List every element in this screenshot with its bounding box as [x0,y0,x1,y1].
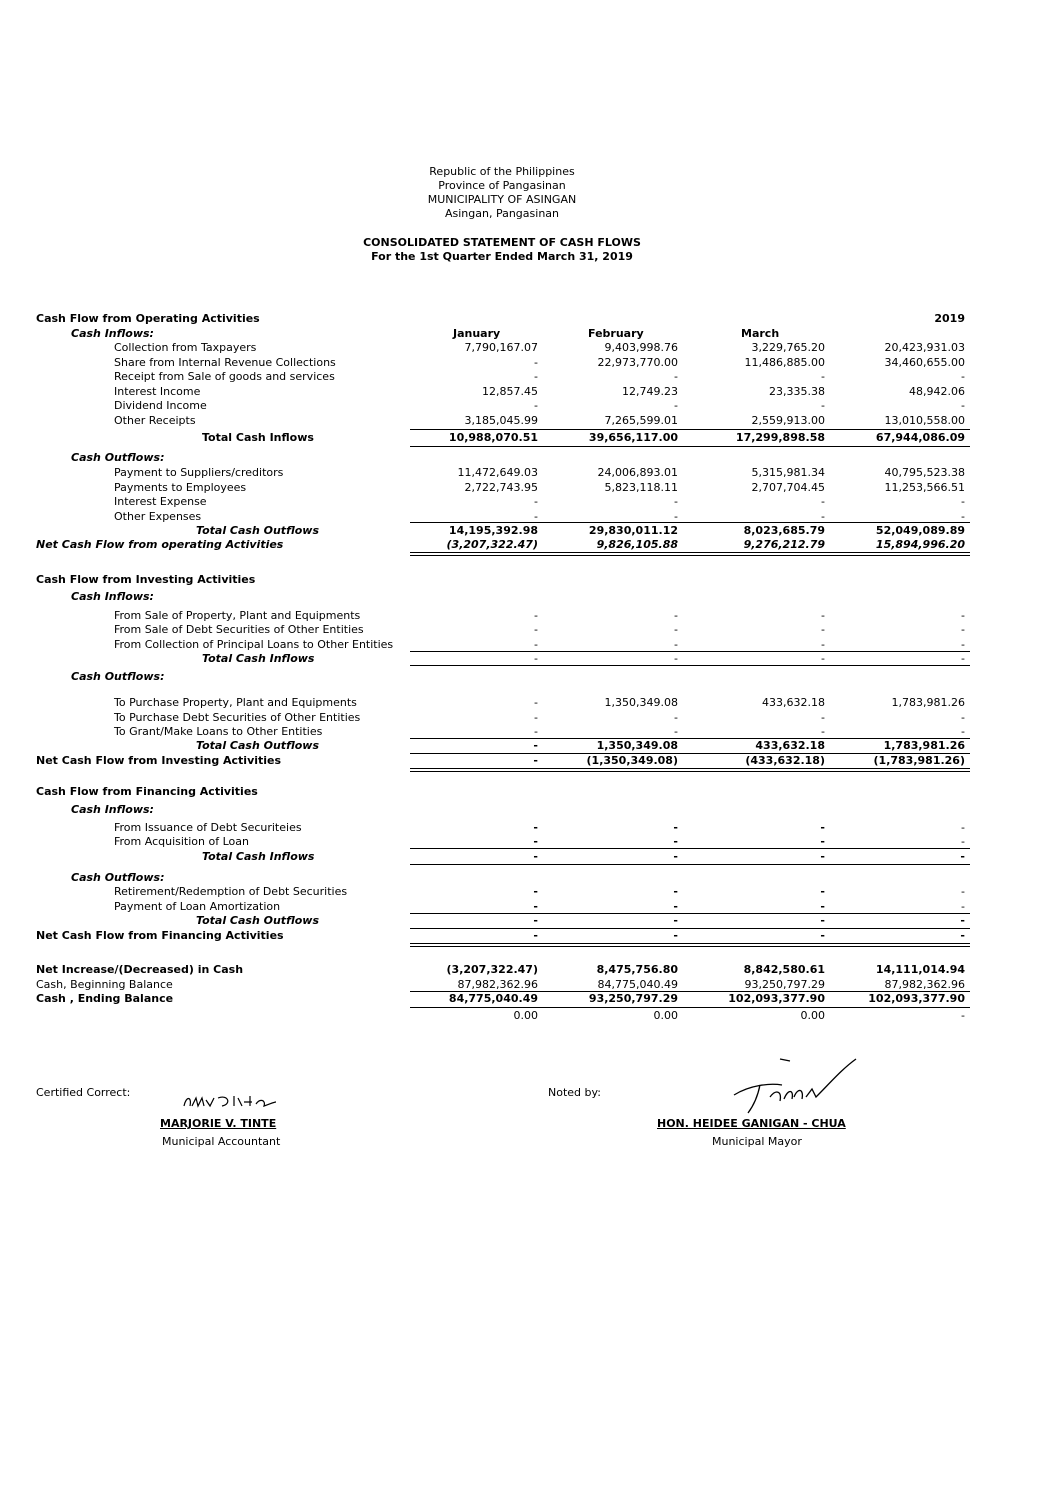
value-total: 52,049,089.89 [875,524,965,537]
value-total: - [961,510,965,523]
net-row [0,929,1058,943]
total-row [0,850,1058,864]
value-january: - [534,495,538,508]
row-label: Interest Expense [114,495,207,508]
value-march: 433,632.18 [755,739,825,752]
value-total: - [961,900,965,913]
value-february: - [673,885,678,898]
row-label: Other Expenses [114,510,202,523]
value-total: 13,010,558.00 [884,414,965,427]
summary-beginning-row [0,978,1058,992]
value-march: 5,315,981.34 [751,466,825,479]
value-january: 2,722,743.95 [464,481,538,494]
value-total: - [961,821,965,834]
investing-outflows-row [0,670,1058,684]
total-label: Total Cash Outflows [196,739,319,752]
net-row [0,538,1058,552]
value-total: - [960,850,965,863]
table-row [0,481,1058,495]
table-row [0,341,1058,355]
value-february: 93,250,797.29 [588,992,678,1005]
value-march: 23,335.38 [769,385,825,398]
value-february: 29,830,011.12 [588,524,678,537]
value-february: 1,350,349.08 [604,696,678,709]
value-february: - [674,510,678,523]
operating-outflows-row [0,451,1058,465]
value-march: 102,093,377.90 [728,992,825,1005]
value-february: 12,749.23 [622,385,678,398]
row-label: From Acquisition of Loan [114,835,249,848]
value-march: 0.00 [800,1009,825,1022]
header-province: Province of Pangasinan [438,179,566,192]
accountant-signature [180,1090,280,1114]
value-january: - [534,399,538,412]
investing-heading-row [0,573,1058,587]
value-february: - [674,399,678,412]
value-march: - [821,609,825,622]
total-row [0,431,1058,445]
value-total: - [961,885,965,898]
value-february: - [674,609,678,622]
value-march: 2,707,704.45 [751,481,825,494]
double-divider [410,943,970,947]
value-total: - [961,835,965,848]
value-total: 40,795,523.38 [884,466,965,479]
investing-outflows-label: Cash Outflows: [71,670,165,683]
table-row [0,356,1058,370]
value-february: 22,973,770.00 [597,356,678,369]
financing-heading-row [0,785,1058,799]
value-march: 8,842,580.61 [743,963,825,976]
value-february: 24,006,893.01 [597,466,678,479]
value-february: 9,826,105.88 [596,538,678,551]
row-label: Collection from Taxpayers [114,341,257,354]
ending-label: Cash , Ending Balance [36,992,174,1005]
value-january: - [533,900,538,913]
table-row [0,623,1058,637]
value-march: - [820,929,825,942]
financing-inflows-row [0,803,1058,817]
table-row [0,370,1058,384]
divider [410,864,970,865]
year-header: 2019 [934,312,965,325]
total-label: Total Cash Inflows [202,850,315,863]
value-march: - [820,900,825,913]
investing-inflows-label: Cash Inflows: [71,590,154,603]
table-row [0,399,1058,413]
divider [410,1007,970,1008]
value-total: 20,423,931.03 [884,341,965,354]
investing-inflows-row [0,590,1058,604]
row-label: To Purchase Property, Plant and Equipments [114,696,357,709]
value-total: 1,783,981.26 [883,739,965,752]
value-february: 0.00 [653,1009,678,1022]
row-label: From Sale of Debt Securities of Other Entities [114,623,364,636]
row-label: Other Receipts [114,414,196,427]
value-february: - [674,652,678,665]
value-january: (3,207,322.47) [446,538,538,551]
value-january: - [533,739,538,752]
noted-label: Noted by: [548,1086,601,1099]
value-january: 12,857.45 [482,385,538,398]
value-total: - [961,370,965,383]
value-january: - [533,821,538,834]
divider [410,848,970,849]
table-row [0,725,1058,739]
value-january: - [533,885,538,898]
value-february: - [674,725,678,738]
certified-label: Certified Correct: [36,1086,131,1099]
financing-heading: Cash Flow from Financing Activities [36,785,258,798]
summary-ending-row [0,992,1058,1006]
header-republic: Republic of the Philippines [429,165,575,178]
value-total: 15,894,996.20 [875,538,965,551]
value-january: - [534,356,538,369]
operating-heading: Cash Flow from Operating Activities [36,312,260,325]
value-february: - [673,914,678,927]
value-total: - [961,1009,965,1022]
value-total: - [961,495,965,508]
table-row [0,835,1058,849]
total-label: Total Cash Outflows [196,524,319,537]
value-january: - [533,929,538,942]
value-january: 87,982,362.96 [457,978,538,991]
value-march: 433,632.18 [762,696,825,709]
total-label: Total Cash Outflows [196,914,319,927]
value-march: - [820,835,825,848]
value-march: - [821,711,825,724]
net-label: Net Cash Flow from Financing Activities [36,929,284,942]
value-january: - [534,711,538,724]
value-january: - [534,609,538,622]
value-total: 87,982,362.96 [884,978,965,991]
accountant-name: MARJORIE V. TINTE [160,1117,277,1130]
value-january: - [534,652,538,665]
value-february: 84,775,040.49 [597,978,678,991]
value-total: - [961,623,965,636]
mayor-title: Municipal Mayor [712,1135,802,1148]
value-march: - [821,399,825,412]
investing-heading: Cash Flow from Investing Activities [36,573,256,586]
financing-outflows-row [0,871,1058,885]
value-january: - [534,623,538,636]
header-municipality: MUNICIPALITY OF ASINGAN [427,193,577,206]
value-total: 14,111,014.94 [875,963,965,976]
net-row [0,754,1058,768]
value-march: 9,276,212.79 [743,538,825,551]
value-march: - [821,370,825,383]
value-january: 84,775,040.49 [448,992,538,1005]
value-february: 7,265,599.01 [604,414,678,427]
value-january: - [534,510,538,523]
value-march: 2,559,913.00 [751,414,825,427]
divider [410,665,970,666]
row-label: To Purchase Debt Securities of Other Entities [114,711,361,724]
value-march: 8,023,685.79 [743,524,825,537]
row-label: To Grant/Make Loans to Other Entities [114,725,323,738]
value-february: - [674,623,678,636]
table-row [0,609,1058,623]
value-march: - [821,510,825,523]
value-march: (433,632.18) [745,754,825,767]
value-february: - [674,711,678,724]
mayor-signature [730,1055,870,1120]
row-label: Dividend Income [114,399,207,412]
value-january: - [533,835,538,848]
financing-outflows-label: Cash Outflows: [71,871,165,884]
total-row [0,652,1058,666]
value-total: - [961,399,965,412]
value-march: 17,299,898.58 [735,431,825,444]
total-row [0,914,1058,928]
value-january: (3,207,322.47) [446,963,538,976]
value-january: - [533,850,538,863]
statement-title: CONSOLIDATED STATEMENT OF CASH FLOWS [363,236,641,249]
total-row [0,739,1058,753]
operating-heading-row [0,312,1058,326]
table-row [0,495,1058,509]
row-label: Share from Internal Revenue Collections [114,356,336,369]
total-label: Total Cash Inflows [202,431,314,444]
value-march: - [821,652,825,665]
value-january: - [533,754,538,767]
value-march: - [821,495,825,508]
operating-inflows-label: Cash Inflows: [71,327,154,340]
value-total: (1,783,981.26) [873,754,965,767]
month-header-march: March [741,327,780,340]
value-total: 34,460,655.00 [884,356,965,369]
value-total: 48,942.06 [909,385,965,398]
divider [410,446,970,447]
divider [410,429,970,430]
value-march: - [821,623,825,636]
value-total: - [961,638,965,651]
value-total: - [961,725,965,738]
value-january: - [533,914,538,927]
total-label: Total Cash Inflows [202,652,315,665]
row-label: From Sale of Property, Plant and Equipments [114,609,361,622]
net-label: Net Cash Flow from Investing Activities [36,754,282,767]
table-row [0,385,1058,399]
value-february: 1,350,349.08 [596,739,678,752]
table-row [0,885,1058,899]
financing-inflows-label: Cash Inflows: [71,803,154,816]
value-january: - [534,696,538,709]
row-label: From Issuance of Debt Securiteies [114,821,302,834]
row-label: Interest Income [114,385,201,398]
row-label: From Collection of Principal Loans to Other Entities [114,638,394,651]
check-row [0,1009,1058,1023]
value-january: 11,472,649.03 [457,466,538,479]
row-label: Receipt from Sale of goods and services [114,370,335,383]
value-march: - [820,885,825,898]
value-total: - [961,609,965,622]
month-header-february: February [588,327,644,340]
value-total: - [960,914,965,927]
value-january: - [534,638,538,651]
mayor-name: HON. HEIDEE GANIGAN - CHUA [657,1117,846,1130]
divider [410,522,970,523]
value-february: - [673,821,678,834]
operating-inflows-row [0,327,1058,341]
value-january: 7,790,167.07 [464,341,538,354]
summary-increase-row [0,963,1058,977]
accountant-title: Municipal Accountant [162,1135,281,1148]
value-march: 93,250,797.29 [744,978,825,991]
value-total: 11,253,566.51 [884,481,965,494]
operating-outflows-label: Cash Outflows: [71,451,165,464]
value-march: - [820,821,825,834]
value-february: - [673,835,678,848]
value-total: - [960,929,965,942]
value-february: - [673,900,678,913]
value-february: - [674,638,678,651]
double-divider [410,768,970,772]
value-march: - [821,638,825,651]
header-location: Asingan, Pangasinan [444,207,560,220]
value-total: 67,944,086.09 [875,431,965,444]
double-divider [410,552,970,556]
value-march: - [820,850,825,863]
table-row [0,466,1058,480]
value-february: (1,350,349.08) [586,754,678,767]
table-row [0,638,1058,652]
total-row [0,524,1058,538]
value-january: - [534,725,538,738]
value-february: - [673,929,678,942]
value-total: - [961,711,965,724]
value-february: - [674,495,678,508]
row-label: Payment to Suppliers/creditors [114,466,284,479]
table-row [0,821,1058,835]
value-march: - [821,725,825,738]
increase-label: Net Increase/(Decreased) in Cash [36,963,244,976]
value-february: 8,475,756.80 [596,963,678,976]
value-january: - [534,370,538,383]
value-january: 3,185,045.99 [464,414,538,427]
row-label: Retirement/Redemption of Debt Securities [114,885,348,898]
value-total: - [961,652,965,665]
value-january: 0.00 [513,1009,538,1022]
value-total: 102,093,377.90 [868,992,965,1005]
value-february: - [674,370,678,383]
value-february: 5,823,118.11 [604,481,678,494]
beginning-label: Cash, Beginning Balance [36,978,173,991]
value-march: 3,229,765.20 [751,341,825,354]
value-march: 11,486,885.00 [744,356,825,369]
value-february: - [673,850,678,863]
table-row [0,414,1058,428]
value-total: 1,783,981.26 [891,696,965,709]
month-header-january: January [453,327,501,340]
table-row [0,711,1058,725]
net-label: Net Cash Flow from operating Activities [36,538,284,551]
value-january: 14,195,392.98 [448,524,538,537]
row-label: Payments to Employees [114,481,247,494]
table-row [0,696,1058,710]
table-row [0,900,1058,914]
value-february: 9,403,998.76 [604,341,678,354]
row-label: Payment of Loan Amortization [114,900,281,913]
value-january: 10,988,070.51 [448,431,538,444]
value-february: 39,656,117.00 [588,431,678,444]
value-march: - [820,914,825,927]
statement-period: For the 1st Quarter Ended March 31, 2019 [371,250,633,263]
